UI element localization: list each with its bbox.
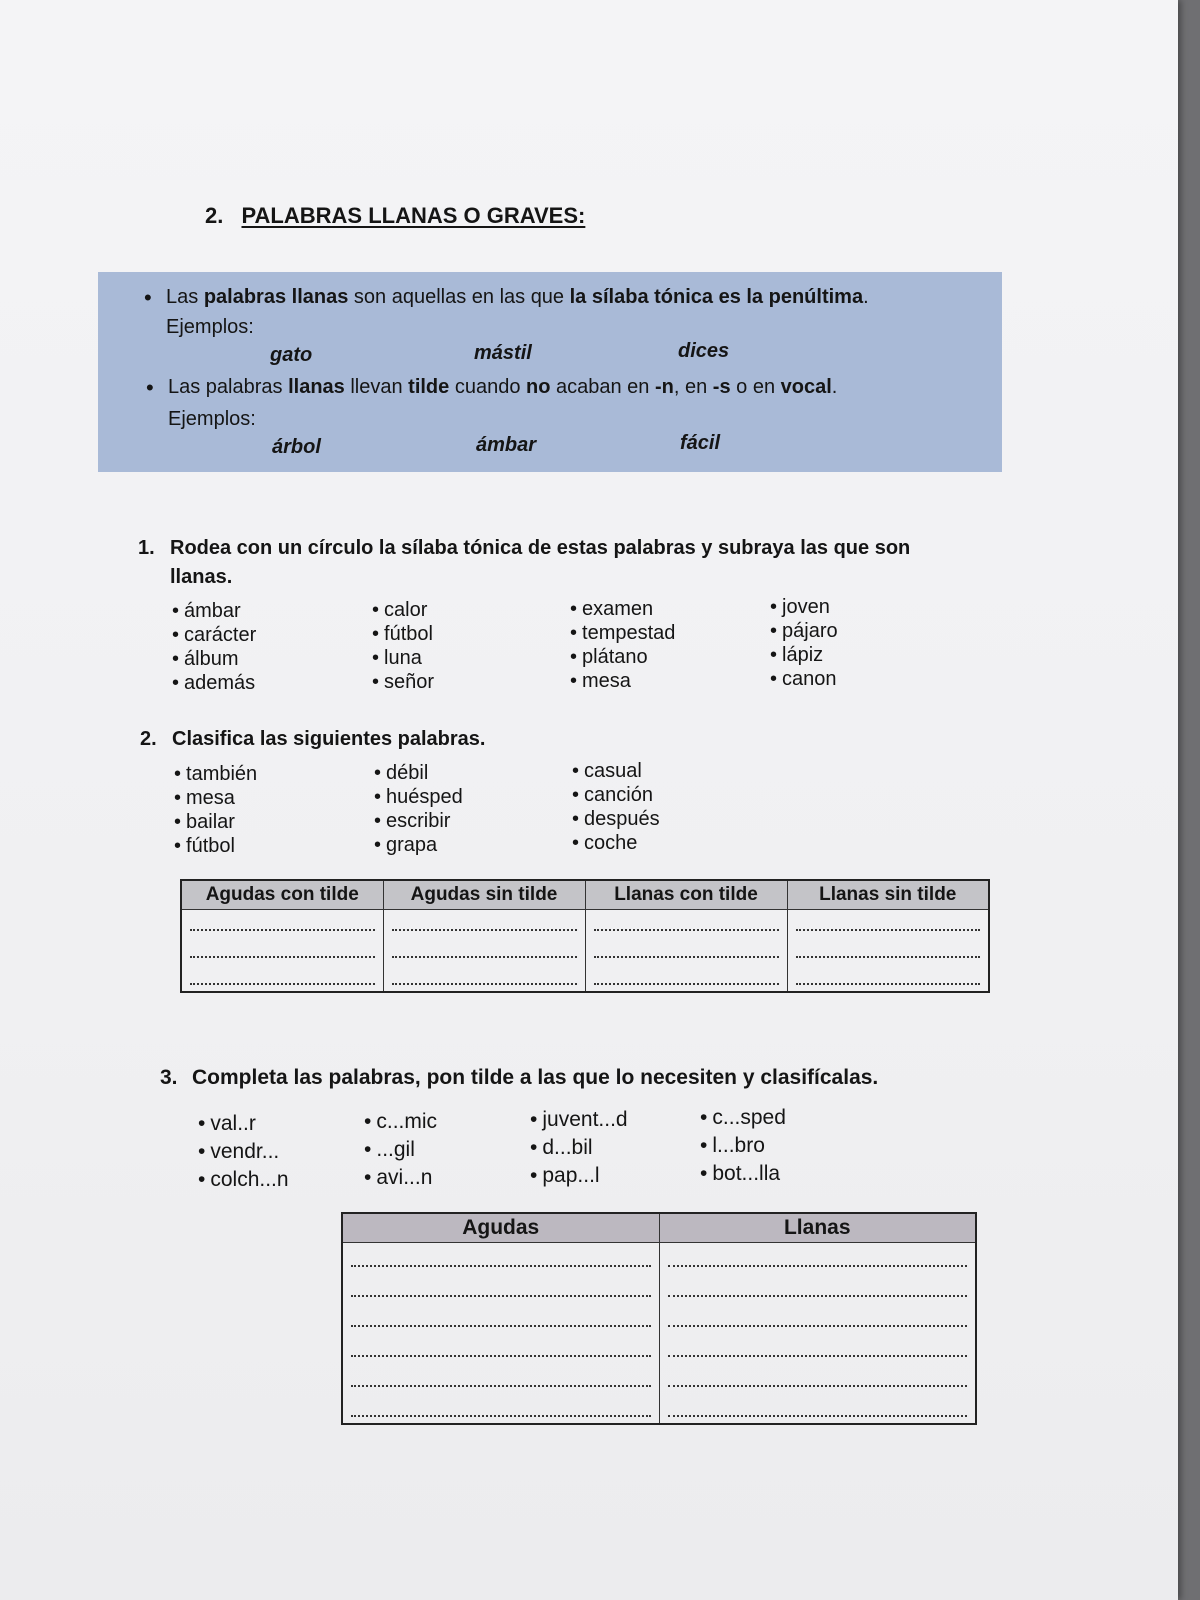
question-number: 3. — [160, 1066, 178, 1089]
answer-cell[interactable] — [342, 1243, 659, 1274]
answer-cell[interactable] — [342, 1303, 659, 1333]
question-2 — [140, 728, 485, 751]
question-text: Clasifica las siguientes palabras. — [172, 728, 486, 750]
word-item: • c...mic — [364, 1110, 437, 1134]
answer-cell[interactable] — [659, 1243, 976, 1274]
rule-2-bold: tilde — [408, 376, 450, 398]
example-word: fácil — [680, 432, 721, 454]
question-1-line-2: llanas. — [170, 566, 233, 588]
word-item: • lápiz — [770, 644, 823, 667]
word-item: • joven — [770, 596, 830, 619]
section-title-text: PALABRAS LLANAS O GRAVES: — [241, 203, 586, 228]
word-item: • juvent...d — [530, 1108, 628, 1132]
word-item: • coche — [572, 832, 637, 855]
question-number: 1. — [138, 537, 155, 559]
answer-cell[interactable] — [181, 964, 383, 992]
question-3 — [160, 1066, 878, 1090]
answer-cell[interactable] — [342, 1393, 659, 1424]
answer-cell[interactable] — [659, 1393, 976, 1424]
word-item: • examen — [570, 598, 653, 621]
word-item: • calor — [372, 599, 427, 622]
answer-cell[interactable] — [787, 910, 989, 938]
word-item: • canción — [572, 784, 653, 807]
answer-cell[interactable] — [342, 1333, 659, 1363]
question-text: Rodea con un círculo la sílaba tónica de estas palabras y subraya las que son — [170, 537, 911, 559]
example-word: ámbar — [476, 434, 537, 456]
word-item: • grapa — [374, 834, 437, 857]
rule-2-bold: llanas — [288, 376, 345, 398]
rule-2-bold: -s — [712, 376, 731, 398]
question-1 — [138, 537, 910, 560]
rule-2-text: o en — [730, 376, 781, 398]
rule-1-bold: palabras llanas — [203, 286, 349, 308]
answer-cell[interactable] — [383, 964, 585, 992]
rule-2-bold: -n — [654, 376, 674, 398]
rule-2 — [168, 376, 837, 399]
word-item: • señor — [372, 671, 434, 694]
section-title — [205, 203, 585, 229]
word-item: • fútbol — [372, 623, 433, 646]
word-item: • también — [174, 763, 257, 786]
rule-2-text: Las palabras — [168, 376, 289, 398]
examples-label: Ejemplos: — [168, 408, 256, 430]
rule-2-bold: no — [526, 376, 551, 398]
word-item: • después — [572, 808, 660, 831]
word-item: • casual — [572, 760, 642, 783]
word-item: • bailar — [174, 811, 235, 834]
answer-cell[interactable] — [585, 964, 787, 992]
classification-table-4col — [180, 879, 990, 993]
answer-cell[interactable] — [659, 1273, 976, 1303]
rule-1 — [166, 286, 869, 309]
word-item: • además — [172, 672, 255, 695]
rule-2-text: acaban en — [550, 376, 655, 398]
example-word: mástil — [474, 342, 532, 364]
table-header: Agudas — [342, 1213, 659, 1243]
rule-2-text: , en — [673, 376, 713, 398]
answer-cell[interactable] — [787, 964, 989, 992]
word-item: • val..r — [198, 1112, 256, 1136]
answer-cell[interactable] — [585, 910, 787, 938]
word-item: • tempestad — [570, 622, 675, 645]
answer-cell[interactable] — [342, 1363, 659, 1393]
rule-1-bold: la sílaba tónica es la penúltima — [569, 286, 864, 308]
answer-cell[interactable] — [659, 1303, 976, 1333]
example-word: gato — [270, 344, 313, 366]
question-number: 2. — [140, 728, 157, 750]
answer-cell[interactable] — [585, 937, 787, 964]
word-item: • c...sped — [700, 1106, 786, 1130]
answer-cell[interactable] — [181, 910, 383, 938]
word-item: • avi...n — [364, 1166, 432, 1190]
table-header: Llanas con tilde — [585, 880, 787, 910]
example-word: dices — [678, 340, 730, 362]
word-item: • vendr... — [198, 1140, 279, 1164]
rule-2-text: cuando — [449, 376, 527, 398]
rule-2-bold: vocal — [780, 376, 832, 398]
answer-cell[interactable] — [787, 937, 989, 964]
rule-1-text: son aquellas en las que — [348, 286, 570, 308]
word-item: • canon — [770, 668, 837, 691]
word-item: • ámbar — [172, 600, 241, 623]
word-item: • mesa — [174, 787, 235, 810]
examples-label: Ejemplos: — [166, 316, 254, 338]
answer-cell[interactable] — [659, 1333, 976, 1363]
word-item: • bot...lla — [700, 1162, 780, 1186]
word-item: • luna — [372, 647, 422, 670]
word-item: • ...gil — [364, 1138, 415, 1162]
table-header: Llanas sin tilde — [787, 880, 989, 910]
classification-table-2col — [341, 1212, 977, 1425]
table-header: Llanas — [659, 1213, 976, 1243]
word-item: • plátano — [570, 646, 648, 669]
word-item: • huésped — [374, 786, 463, 809]
rule-2-text: . — [831, 376, 838, 398]
answer-cell[interactable] — [659, 1363, 976, 1393]
word-item: • colch...n — [198, 1168, 289, 1192]
rule-2-text: llevan — [344, 376, 409, 398]
answer-cell[interactable] — [383, 937, 585, 964]
word-item: • pap...l — [530, 1164, 600, 1188]
answer-cell[interactable] — [342, 1273, 659, 1303]
word-item: • d...bil — [530, 1136, 593, 1160]
word-item: • l...bro — [700, 1134, 765, 1158]
rules-box — [98, 272, 1002, 472]
word-item: • mesa — [570, 670, 631, 693]
word-item: • escribir — [374, 810, 450, 833]
word-item: • álbum — [172, 648, 239, 671]
section-number: 2. — [205, 203, 224, 228]
table-header: Agudas con tilde — [181, 880, 383, 910]
word-item: • débil — [374, 762, 428, 785]
answer-cell[interactable] — [383, 910, 585, 938]
word-item: • carácter — [172, 624, 256, 647]
answer-cell[interactable] — [181, 937, 383, 964]
example-word: árbol — [272, 436, 321, 458]
table-header: Agudas sin tilde — [383, 880, 585, 910]
rule-1-text: . — [863, 286, 869, 308]
word-item: • fútbol — [174, 835, 235, 858]
word-item: • pájaro — [770, 620, 838, 643]
question-text: Completa las palabras, pon tilde a las que lo necesiten y clasifícalas. — [192, 1066, 879, 1089]
rule-1-text: Las — [166, 286, 204, 308]
